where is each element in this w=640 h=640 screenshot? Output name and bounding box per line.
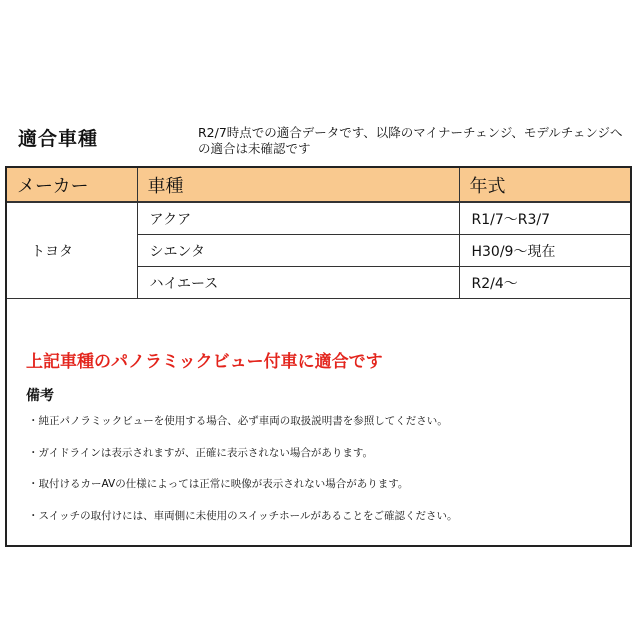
maker-cell: トヨタ (7, 202, 137, 299)
year-cell: R1/7～R3/7 (459, 202, 630, 235)
column-header-maker: メーカー (7, 168, 137, 202)
table-header-row (7, 168, 630, 202)
compatibility-frame (5, 166, 632, 547)
compatibility-notice: 上記車種のパノラミックビュー付車に適合です (26, 352, 383, 372)
model-cell: シエンタ (137, 235, 459, 267)
remarks-list (28, 414, 457, 540)
remarks-title: 備考 (26, 388, 54, 404)
model-cell: ハイエース (137, 267, 459, 299)
remark-item: ・取付けるカーAVの仕様によっては正常に映像が表示されない場合があります。 (28, 478, 409, 490)
table-row (7, 202, 630, 235)
compatibility-note: R2/7時点での適合データです、以降のマイナーチェンジ、モデルチェンジへの適合は未確認です (198, 125, 623, 156)
remark-item: ・純正パノラミックビューを使用する場合、必ず車両の取扱説明書を参照してください。 (28, 415, 448, 427)
column-header-model: 車種 (137, 168, 459, 202)
column-header-year: 年式 (459, 168, 630, 202)
year-cell: R2/4～ (459, 267, 630, 299)
model-cell: アクア (137, 202, 459, 235)
remark-item: ・ガイドラインは表示されますが、正確に表示されない場合があります。 (28, 446, 374, 459)
compatibility-table (7, 168, 630, 299)
year-cell: H30/9～現在 (459, 235, 630, 267)
section-title: 適合車種 (18, 128, 99, 150)
remark-item: ・スイッチの取付けには、車両側に未使用のスイッチホールがあることをご確認ください。 (28, 509, 458, 522)
